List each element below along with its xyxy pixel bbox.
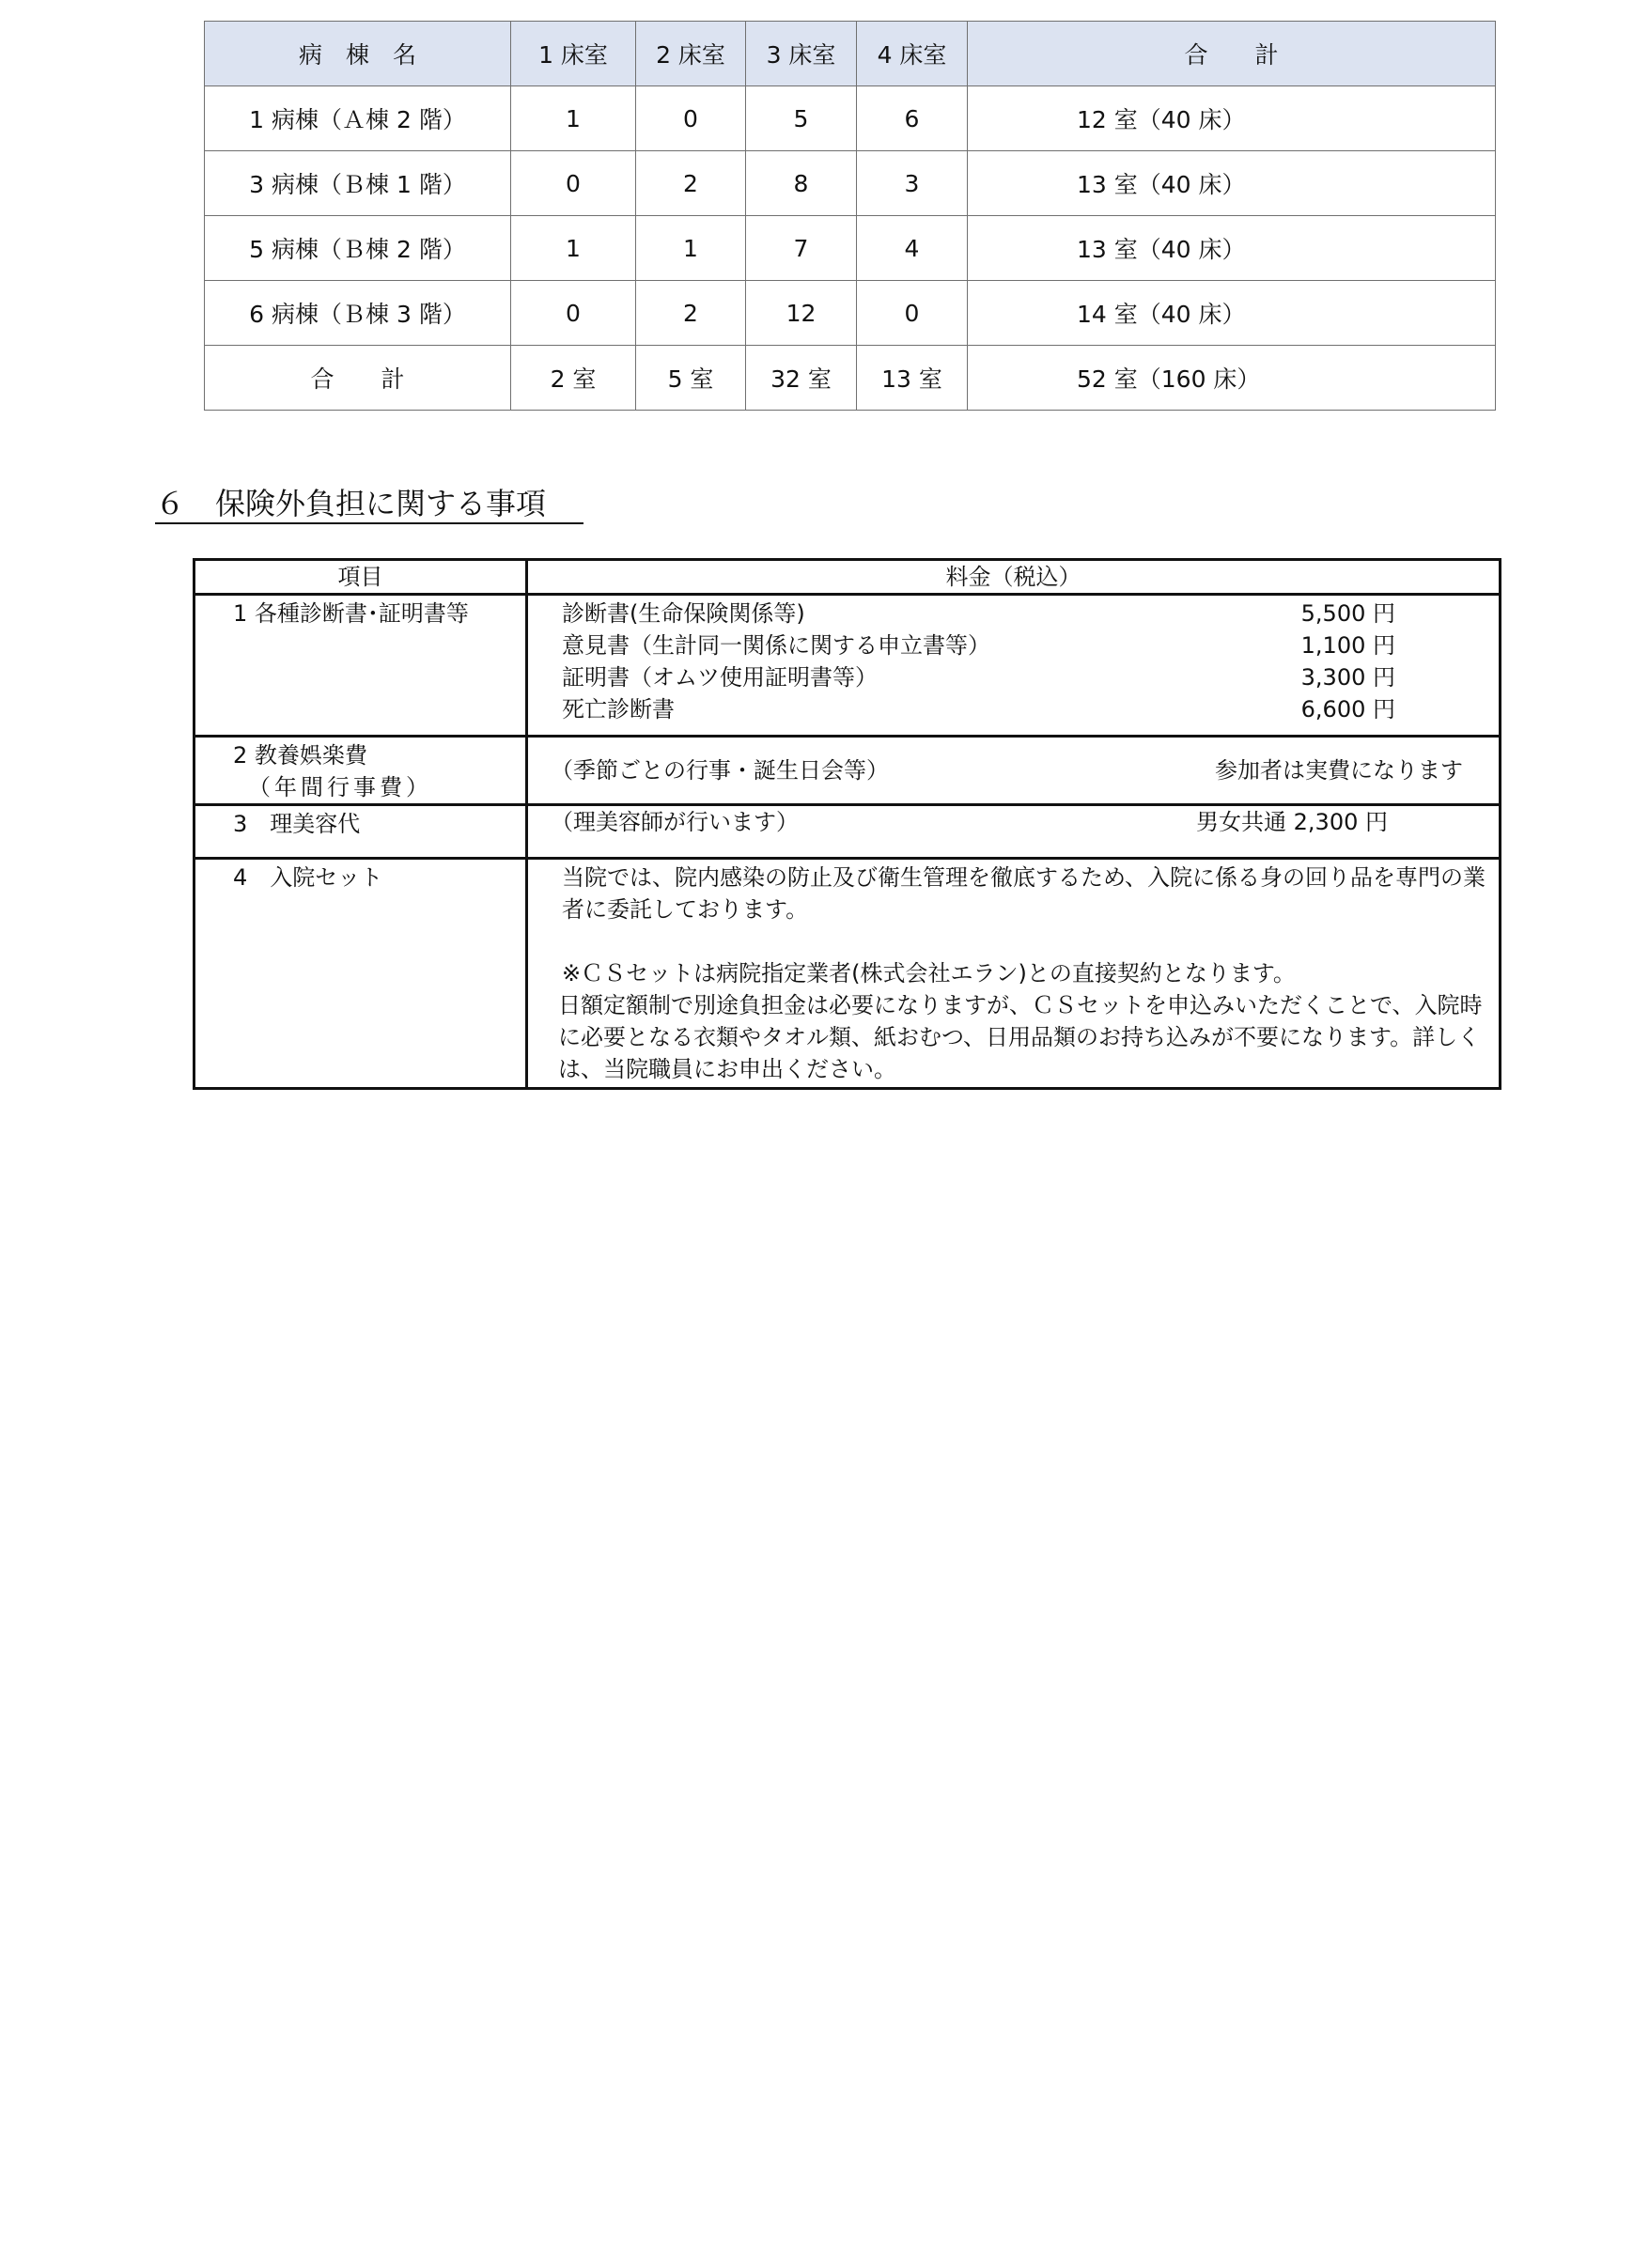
fee-cell: [527, 595, 1501, 737]
ward-name-cell: 1 病棟（Ａ棟 2 階）: [205, 86, 511, 151]
total-cell: 13 室（40 床）: [968, 151, 1496, 216]
table-row: [205, 281, 1496, 346]
list-item: [528, 598, 1499, 629]
fee-price: 参加者は実費になります: [1215, 757, 1463, 784]
ward-name-cell: 6 病棟（Ｂ棟 3 階）: [205, 281, 511, 346]
section-heading: [155, 485, 583, 524]
fee-label: 証明書（オムツ使用証明書等）: [562, 664, 878, 691]
count-cell: 4: [857, 216, 968, 281]
item-sublabel: （年間行事費）: [248, 774, 432, 800]
fee-label: 死亡診断書: [562, 696, 675, 722]
count-cell: 12: [746, 281, 857, 346]
section-number: ６: [155, 486, 186, 521]
fee-note: （理美容師が行います）: [551, 809, 799, 835]
total-count-cell: 32 室: [746, 346, 857, 411]
count-cell: 1: [511, 86, 636, 151]
header-quad-room: 4 床室: [857, 22, 968, 86]
section-title: 保険外負担に関する事項: [215, 486, 547, 521]
description-paragraph: ※ＣＳセットは病院指定業者(株式会社エラン)との直接契約となります。: [562, 960, 1296, 986]
total-row: [205, 346, 1496, 411]
table-row: [194, 737, 1501, 805]
fee-label: 診断書(生命保険関係等): [562, 600, 805, 627]
item-haircut: 3 理美容代: [194, 805, 527, 859]
table-row: [194, 859, 1501, 1089]
grand-total-cell: 52 室（160 床）: [968, 346, 1496, 411]
ward-table-header-row: [205, 22, 1496, 86]
table-row: [194, 805, 1501, 859]
count-cell: 7: [746, 216, 857, 281]
count-cell: 0: [636, 86, 746, 151]
item-label: 2 教養娯楽費: [233, 742, 367, 769]
list-item: [528, 806, 1499, 838]
description-paragraph: 当院では、院内感染の防止及び衛生管理を徹底するため、入院に係る身の回り品を専門の業者に委託しております。: [562, 864, 1486, 923]
fee-cell: [527, 859, 1501, 1089]
header-fee: 料金（税込）: [527, 560, 1501, 595]
item-recreation: [194, 737, 527, 805]
item-admission-set: 4 入院セット: [194, 859, 527, 1089]
total-cell: 12 室（40 床）: [968, 86, 1496, 151]
total-count-cell: 2 室: [511, 346, 636, 411]
header-double-room: 2 床室: [636, 22, 746, 86]
ward-room-table: [204, 21, 1496, 411]
header-ward-name: 病 棟 名: [205, 22, 511, 86]
header-triple-room: 3 床室: [746, 22, 857, 86]
fee-label: 意見書（生計同一関係に関する申立書等）: [562, 632, 990, 659]
paragraph-gap: [562, 925, 1489, 957]
extra-charge-table: [193, 558, 1501, 1090]
count-cell: 0: [511, 281, 636, 346]
description-paragraph: 日額定額制で別途負担金は必要になりますが、ＣＳセットを申込みいただくことで、入院時に必要となる衣類やタオル類、紙おむつ、日用品類のお持ち込みが不要になります。詳しくは、当院職員にお申出ください。: [558, 992, 1483, 1082]
count-cell: 8: [746, 151, 857, 216]
fee-price: 男女共通 2,300 円: [1196, 809, 1388, 835]
total-count-cell: 5 室: [636, 346, 746, 411]
fee-price: 1,100 円: [1300, 632, 1395, 659]
table-row: [194, 595, 1501, 737]
list-item: [528, 693, 1499, 725]
admission-set-description: [528, 862, 1499, 1085]
ward-name-cell: 5 病棟（Ｂ棟 2 階）: [205, 216, 511, 281]
fee-cell: [527, 805, 1501, 859]
fee-note: （季節ごとの行事・誕生日会等）: [551, 757, 889, 784]
count-cell: 2: [636, 151, 746, 216]
fee-price: 6,600 円: [1300, 696, 1395, 722]
count-cell: 3: [857, 151, 968, 216]
table-row: [205, 86, 1496, 151]
count-cell: 0: [857, 281, 968, 346]
header-total: 合 計: [968, 22, 1496, 86]
ward-name-cell: 3 病棟（Ｂ棟 1 階）: [205, 151, 511, 216]
list-item: [528, 661, 1499, 693]
total-label-cell: 合 計: [205, 346, 511, 411]
count-cell: 1: [511, 216, 636, 281]
fee-table-header-row: [194, 560, 1501, 595]
fee-cell: [527, 737, 1501, 805]
list-item: [528, 754, 1499, 786]
header-single-room: 1 床室: [511, 22, 636, 86]
total-cell: 13 室（40 床）: [968, 216, 1496, 281]
fee-price: 3,300 円: [1300, 664, 1395, 691]
count-cell: 0: [511, 151, 636, 216]
total-cell: 14 室（40 床）: [968, 281, 1496, 346]
list-item: [528, 629, 1499, 661]
count-cell: 1: [636, 216, 746, 281]
count-cell: 5: [746, 86, 857, 151]
fee-price: 5,500 円: [1300, 600, 1395, 627]
table-row: [205, 216, 1496, 281]
item-certificates: 1 各種診断書･証明書等: [194, 595, 527, 737]
count-cell: 6: [857, 86, 968, 151]
count-cell: 2: [636, 281, 746, 346]
header-item: 項目: [194, 560, 527, 595]
total-count-cell: 13 室: [857, 346, 968, 411]
table-row: [205, 151, 1496, 216]
